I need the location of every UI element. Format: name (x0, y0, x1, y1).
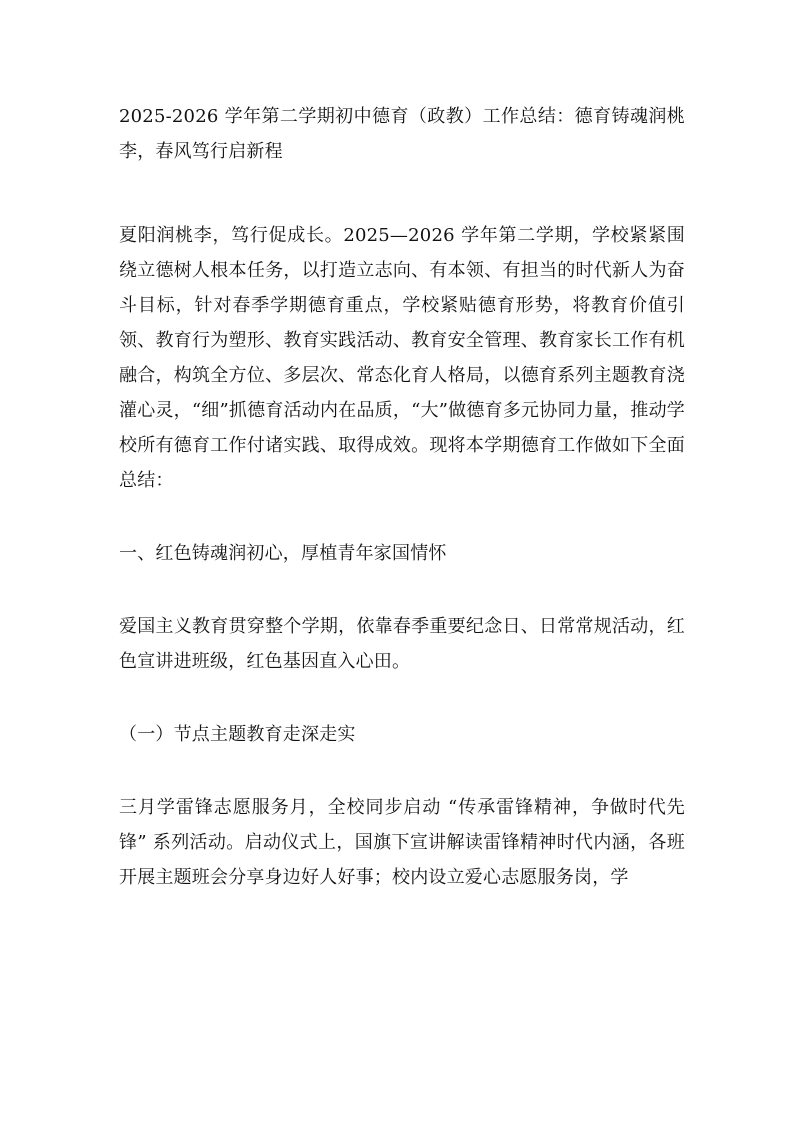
section-paragraph: 爱国主义教育贯穿整个学期，依靠春季重要纪念日、日常常规活动，红色宣讲进班级，红色基因直入心田。 (119, 616, 685, 672)
document-body (119, 99, 685, 895)
subsection-heading: （一）节点主题教育走深走实 (119, 724, 356, 745)
subsection-paragraph: 三月学雷锋志愿服务月，全校同步启动 “传承雷锋精神，争做时代先锋” 系列活动。启动仪式上，国旗下宣讲解读雷锋精神时代内涵，各班开展主题班会分享身边好人好事；校内设立爱心志愿服务岗，学 (119, 797, 685, 888)
document-title: 2025-2026 学年第二学期初中德育（政教）工作总结：德育铸魂润桃李，春风笃行启新程 (119, 106, 685, 162)
intro-paragraph: 夏阳润桃李，笃行促成长。2025—2026 学年第二学期，学校紧紧围绕立德树人根本任务，以打造立志向、有本领、有担当的时代新人为奋斗目标，针对春季学期德育重点，学校紧贴德育形势，将教育价值引领、教育行为塑形、教育实践活动、教育安全管理、教育家长工作有机融合，构筑全方位、多层次、常态化育人格局，以德育系列主题教育浇灌心灵，“细”抓德育活动内在品质，“大”做德育多元协同力量，推动学校所有德育工作付诸实践、取得成效。现将本学期德育工作做如下全面总结： (119, 225, 685, 491)
section-heading: 一、红色铸魂润初心，厚植青年家国情怀 (119, 543, 447, 564)
